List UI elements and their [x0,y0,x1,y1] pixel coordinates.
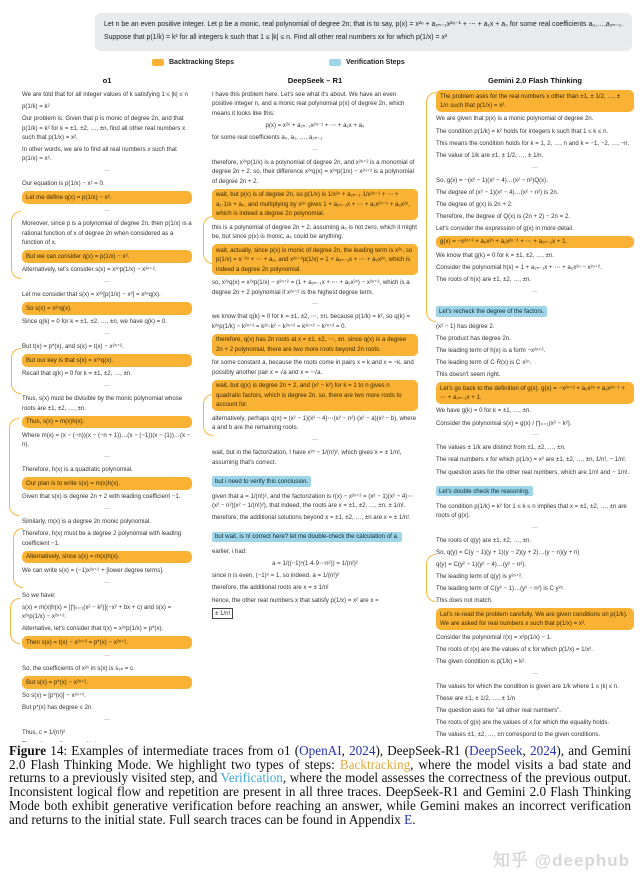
separator-dash: — [104,168,110,175]
caption-text: , where the model assesses the correctness of the previous output. Inconsistent logical flow and repetition are present in all three traces. DeepSeek-R1 and Gemini 2.0 Flash Thinking Mode both exhibit generative verification before reaching an answer, while Gemini makes an incorrect verification and returns to the initial state. Full search traces can be found in Appendix [9,770,631,827]
verification-step: Let's recheck the degree of the factors. [436,306,547,316]
trace-line: The roots of r(x) are the values of x for which p(1/x) = 1/x². [436,645,593,653]
trace-line: Moreover, since p is a polynomial of degree 2n, then p(1/x) is a rational function of x of degree 2n when considered as a function of x. [22,220,192,247]
trace-line: We know that g(k) = 0 for k = ±1, ±2, …, ±n. [436,251,554,259]
backtracking-connector [9,418,19,516]
backtracking-step: Let me define q(x) = p(1/x) − x². [22,191,192,203]
separator-dash: — [312,146,318,153]
separator-dash: — [312,301,318,308]
trace-line: In other words, we are to find all real numbers x such that p(1/x) = x². [22,145,177,163]
trace-line: Thus, s(x) must be divisible by the monic polynomial whose roots are ±1, ±2, …, ±n. [22,395,183,412]
trace-line: Consider the polynomial h(x) = 1 + a₂ₙ₋₁x + ⋯ + a₀x²ⁿ − x²ⁿ⁺². [436,263,602,271]
caption-text: ), DeepSeek-R1 ( [375,743,470,758]
backtracking-step: But s(x) = p*(x) − x²ⁿ⁺². [22,676,192,688]
column-title-deepseek-r1: DeepSeek – R1 [287,76,343,85]
backtracking-connector [10,598,20,644]
separator-dash: — [104,506,110,513]
trace-line: The question asks for "all other real numbers". [436,706,561,714]
trace-line: so, x²ⁿq(x) = x²ⁿp(1/x) − x²ⁿ⁺² = (1 + a₂ₙ₋₁x + ⋯ + a₀x²ⁿ) − x²ⁿ⁺², which is a degree 2n + 2 polynomial if x²ⁿ⁺² is the highest degree term. [212,279,410,296]
trace-line: The condition p(1/k) = k² holds for integers k such that 1 ≤ k ≤ n. [436,127,609,135]
caption-text: Figure [9,743,47,758]
caption-text: , [341,743,350,758]
backtracking-step: therefore, q(x) has 2n roots at x = ±1, ±2, ⋯, ±n. since q(x) is a degree 2n + 2 polynomial, there are two more roots beyond 2n roots. [212,334,418,356]
trace-line: Therefore, the degree of Q(x) is (2n + 2) − 2n = 2. [436,212,570,220]
trace-blocks-deepseek-r1 [212,90,418,619]
trace-line: This does not match. [436,597,493,605]
watermark: 知乎 @deephub [492,851,630,870]
backtracking-connector [11,348,21,394]
column-title-gemini: Gemini 2.0 Flash Thinking [487,76,583,85]
trace-line: (x² − 1) has degree 2. [436,322,495,330]
trace-line: We have g(k) = 0 for k = ±1, …, ±n. [436,407,531,415]
trace-line: Let's consider the expression of g(x) in more detail. [436,224,574,232]
caption-text: 14: Examples of intermediate traces from o1 ( [46,743,300,758]
separator-dash: — [104,653,110,660]
backtracking-step: g(x) = −x²ⁿ⁺² + a₀x²ⁿ + a₁x²ⁿ⁻¹ + ⋯ + a₂ₙ₋₁x + 1. [436,236,634,248]
legend-verification-label: Verification Steps [345,59,405,66]
trace-line: So s(x) = [p*(x)] − x²ⁿ⁺². [22,692,86,700]
backtracking-step: Thus, s(x) = m(x)h(x). [22,416,192,428]
trace-line: We are told that for all integer values of k satisfying 1 ≤ |k| ≤ n [22,91,188,98]
trace-line: Given that s(x) is degree 2n + 2 with leading coefficient −1. [22,493,181,501]
caption-text: Verification [220,770,283,786]
backtracking-connector [426,554,436,602]
verification-step: but i need to verify this conclusion. [212,476,311,486]
trace-line: wait, but in the factorization, I have x²ⁿ − 1/(n!)², which gives x = ± 1/n!, assuming that's correct. [212,449,402,466]
citation-link[interactable]: E [404,811,413,827]
trace-line: Let me consider that s(x) = x²ⁿ[p(1/x) − x²] = x²ⁿq(x). [22,291,161,299]
backtracking-step: Alternatively, since s(x) = m(x)h(x). [22,551,192,563]
trace-column-gemini [436,76,634,742]
trace-blocks-o1 [22,90,192,742]
trace-line: we know that q(k) = 0 for k = ±1, ±2, ⋯, ±n, because p(1/k) = k², so q(k) = k²ⁿp(1/k) − k²ⁿ⁺² = k²ⁿ·k² − k²ⁿ⁺² = k²ⁿ⁺² − k²ⁿ⁺² = 0. [212,313,411,330]
trace-line: The values ±1, ±2, …, ±n correspond to the given conditions. [436,730,601,738]
trace-line: q(y) = C(y² − 1)(y² − 4)…(y² − n²). [436,561,527,569]
separator-dash: — [532,525,538,532]
trace-line: hence, the other real numbers x that satisfy p(1/x) = x² are x = [212,596,379,604]
trace-columns [0,76,640,742]
equation-line: a = 1/((−1)ⁿ(1·4·9⋯n²)) = 1/(n!)² [272,560,358,568]
trace-line: this is a polynomial of degree 2n + 2, assuming a₀ is not zero, which it might be, but since p(x) is monic, a₀ could be anything. [212,223,417,241]
trace-line: The given condition is p(1/k) = k². [436,657,526,665]
caption-text: , where the model visits a bad state and returns to a previously visited step, and [9,756,631,786]
caption-text: Backtracking [339,756,411,772]
trace-line: p(1/k) = k² [22,103,50,111]
separator-dash: — [532,288,538,295]
trace-line: The question asks for the other real numbers, which are 1/n! and − 1/n!. [436,468,630,476]
separator-dash: — [532,670,538,677]
trace-line: Therefore, h(x) is a quadratic polynomial. [22,466,133,474]
trace-line: The roots of h(x) are ±1, ±2, …, ±n. [436,275,532,283]
trace-line: The roots of g(x) are the values of x for which the equality holds. [436,718,610,726]
trace-line: The condition p(1/k) = k² for 1 ≤ k ≤ n implies that x = ±1, ±2, …, ±n are roots of g(x). [436,502,627,520]
trace-line: Our equation is p(1/x) − x² = 0. [22,180,105,188]
backtracking-step: Then s(x) = t(x) − x²ⁿ⁺² = p*(x) − x²ⁿ⁺². [22,636,192,648]
equation-line: p(x) = x²ⁿ + a₂ₙ₋₁x²ⁿ⁻¹ + ⋯ + a₁x + a₀ [265,121,365,129]
trace-line: Since q(k) = 0 for k = ±1, ±2, …, ±n, we have q(k) = 0. [22,318,168,326]
backtracking-step: Let's re-read the problem carefully. We are given conditions on p(1/k). We are asked for real numbers x such that p(1/x) = x². [436,608,634,630]
separator-dash: — [104,383,110,390]
separator-dash: — [104,279,110,286]
trace-line: Therefore, h(x) must be a degree 2 polynomial with leading coefficient −1. [22,530,182,547]
trace-line: given that a = 1/(n!)², and the factorization is r(x) − x²ⁿ⁺² = (x² − 1)(x² − 4)⋯(x² − n²)(x² − 1/(n!)²), that indeed, the roots are x = ±1, ±2, …, ±n, ± 1/n!. [212,492,414,510]
trace-line: alternatively, perhaps q(x) = (x² − 1)(x² − 4)⋯(x² − n²)·(x² − a)(x² − b), where a and b are the remaining roots. [212,414,417,432]
trace-line: We are given that p(x) is a monic polynomial of degree 2n. [436,115,594,123]
trace-line: So, the coefficients of x²ⁿ in s(x) is s₂ₙ = c. [22,665,135,673]
backtracking-step: Our plan is to write s(x) = m(x)h(x). [22,477,192,489]
trace-line: The degree of (x² − 1)(x² − 4)…(x² − n²) is 2n. [436,188,559,196]
boxed-answer: ± 1/n! [212,608,233,619]
verification-step: Let's double check the reasoning. [436,486,533,496]
separator-dash: — [104,717,110,724]
trace-line: for some real coefficients a₀, a₁, …, a₂ₙ₋₁ [212,133,323,141]
legend-item-backtracking [152,59,234,66]
trace-line: Our problem is: Given that p is monic of degree 2n, and that p(1/k) = k² for k = ±1, ±2, …, ±n, find all other real numbers x such that p(1/x) = x². [22,115,186,141]
trace-line: earlier, i had: [212,548,247,556]
citation-link[interactable]: 2024 [530,743,557,758]
trace-line: Where m(x) = (x − (−n))(x − (−n + 1))…(x − (−1))(x − (1))…(x − n). [22,431,191,449]
answer-line [212,608,418,619]
trace-line: The leading term of C·R(x) is C·x²ⁿ. [436,358,532,366]
verification-swatch-icon [329,59,341,66]
caption-text: , [522,743,531,758]
trace-line: The product has degree 2n. [436,334,511,342]
backtracking-swatch-icon [152,59,164,66]
trace-line: Consider the polynomial r(x) = x²p(1/x) − 1. [436,633,552,641]
trace-line: The roots of q(y) are ±1, ±2, …, ±n. [436,537,532,545]
trace-line: The leading term of q(y) is y²ⁿ⁺². [436,573,523,581]
trace-line: since n is even, (−1)ⁿ = 1, so indeed, a = 1/(n!)² [212,572,340,580]
trace-column-deepseek-r1 [212,76,418,742]
legend [152,59,405,66]
separator-dash: — [104,454,110,461]
trace-line: This doesn't seem right. [436,370,501,378]
trace-line: Alternative, let's consider that t(x) = x²ⁿp(1/x) = p*(x). [22,625,164,633]
trace-line: therefore, the additional solutions beyond x = ±1, ±2, …, ±n are x = ± 1/n!. [212,514,411,522]
trace-line: This means the condition holds for k = 1, 2, …, n and k = −1, −2, …, −n. [436,139,630,147]
trace-line: I have this problem here. Let's see what it's about. We have an even positive integer n, and a monic real polynomial p(x) of degree 2n, which means it looks like this: [212,91,405,117]
caption-text: ), and Gemini 2.0 Flash Thinking Mode. We highlight two types of steps: [9,743,631,772]
separator-dash: — [532,432,538,439]
separator-dash: — [104,331,110,338]
backtracking-step: The problem asks for the real numbers x other than ±1, ± 1/2, …, ± 1/n such that p(1/x) = x². [436,90,634,112]
backtracking-step: wait, but q(x) is degree 2n + 2, and (x² − k²) for k = 1 to n gives n quadratic factors, which is degree 2n. so, there are two more roots to account for. [212,380,418,411]
trace-line [22,740,192,742]
citation-link[interactable]: OpenAI [299,743,342,758]
trace-line: The leading term of h(x) is a form −x²ⁿ⁺². [436,346,546,354]
backtracking-step: But we can consider q(x) = p(1/x) − x². [22,250,192,262]
separator-dash: — [532,164,538,171]
column-title-o1: o1 [102,76,112,85]
trace-line: But p*(x) has degree ≤ 2n. [22,704,94,712]
separator-dash: — [104,208,110,215]
citation-link[interactable]: DeepSeek [469,743,523,758]
trace-line: The values for which the condition is given are 1/k where 1 ≤ |k| ≤ n. [436,682,619,690]
backtracking-step: wait, actually, since p(x) is monic of degree 2n, the leading term is x²ⁿ, so p(1/x) = x⁻²ⁿ + ⋯ + a₀, and x²ⁿ⁺²p(1/x) = 1 + a₂ₙ₋₁x + ⋯ + a₀x²ⁿ, which is indeed a degree 2n polynomial. [212,244,418,275]
legend-backtracking-label: Backtracking Steps [169,59,234,66]
backtracking-connector [426,92,436,322]
trace-line: These are ±1, ± 1/2, …, ± 1/n [436,694,516,702]
citation-link[interactable]: 2024 [349,743,376,758]
trace-line: Similarly, m(x) is a degree 2n monic polynomial. [22,518,151,526]
trace-line: We can write s(x) = (−1)x²ⁿ⁺² + [lower degree terms]. [22,566,164,574]
trace-line: The real numbers x for which p(1/x) = x² are ±1, ±2, …, ±n, 1/n!, − 1/n!. [436,456,627,464]
backtracking-step: But our key is that s(x) = x²ⁿq(x). [22,354,192,366]
trace-line: therefore, the additional roots are x = ± 1/n! [212,584,329,592]
trace-line: The leading term of C(y² − 1)…(y² − n²) is C y²ⁿ. [436,585,565,593]
trace-line: So we have: [22,591,56,599]
problem-statement: Let n be an even positive integer. Let p be a monic, real polynomial of degree 2n; that is to say, p(x) = x²ⁿ + a₂ₙ₋₁x²ⁿ⁻¹ + ⋯ + a₁x + a₀ for some real coefficients a₀,…,a₂ₙ₋₁. Suppose that p(1/k) = k² for all integers k such that 1 ≤ |k| ≤ n. Find all other real numbers xx for which p(1/x) = x² [95,13,632,51]
trace-line: Consider the polynomial s(x) = g(x) / ∏ₖ₌₁(x² − k²). [436,419,572,427]
trace-blocks-gemini [436,90,634,742]
backtracking-step: So s(x) = x²ⁿq(x). [22,302,192,314]
trace-line: Recall that q(k) = 0 for k = ±1, ±2, …, ±n. [22,370,132,378]
trace-line: The degree of g(x) is 2n + 2. [436,200,513,208]
backtracking-step: wait, but p(x) is of degree 2n, so p(1/x) is 1/x²ⁿ + a₂ₙ₋₁·1/x²ⁿ⁻¹ + ⋯ + a₁·1/x + a₀, and multiplying by x²ⁿ gives 1 + a₂ₙ₋₁x + ⋯ + a₁x²ⁿ⁻¹ + a₀x²ⁿ, which is indeed a degree 2n polynomial. [212,189,418,220]
legend-item-verification [329,59,405,66]
separator-dash: — [104,579,110,586]
trace-line: So, g(x) = −(x² − 1)(x² − 4)…(x² − n²)Q(x). [436,176,548,184]
trace-line: for some constant a, because the roots come in pairs x = k and x = −k, and possibly another pair x = √a and x = −√a. [212,359,414,376]
trace-line: therefore, x²ⁿp(1/x) is a polynomial of degree 2n, and x²ⁿ⁺² is a monomial of degree 2n + 2. so, their difference x²ⁿq(x) = x²ⁿp(1/x) − x²ⁿ⁺² is a polynomial of degree 2n + 2. [212,158,415,185]
figure-caption [9,744,631,826]
trace-line: The value of 1/k are ±1, ± 1/2, …, ± 1/n. [436,151,544,159]
trace-line: Alternatively, let's consider s(x) = x²ⁿp(1/x) − x²ⁿ⁺². [22,266,157,274]
backtracking-connector [11,211,21,279]
trace-line: But t(x) = p*(x), and s(x) = t(x) − x²ⁿ⁺². [22,343,124,351]
trace-line: s(x) = m(x)h(x) = [∏ₖ₌₁(x² − k²)](−x² + bx + c) and s(x) = x²ⁿp(1/x) − x²ⁿ⁺². [22,603,172,621]
caption-text: . [412,811,416,827]
trace-line: Thus, c = 1/(n!)² [22,729,66,737]
backtracking-step: Let's go back to the definition of g(x). g(x) = −x²ⁿ⁺² + a₀x²ⁿ + a₁x²ⁿ⁻¹ + ⋯ + a₂ₙ₋₁x + 1. [436,382,634,404]
trace-line: So, q(y) = C(y − 1)(y + 1)(y − 2)(y + 2)…(y − n)(y + n) [436,549,580,557]
separator-dash: — [312,437,318,444]
trace-column-o1 [22,76,192,742]
verification-step: but wait, is n! correct here? let me double-check the calculation of a. [212,532,402,542]
trace-line: The values ± 1/k are distinct from ±1, ±2, …, ±n. [436,444,566,452]
